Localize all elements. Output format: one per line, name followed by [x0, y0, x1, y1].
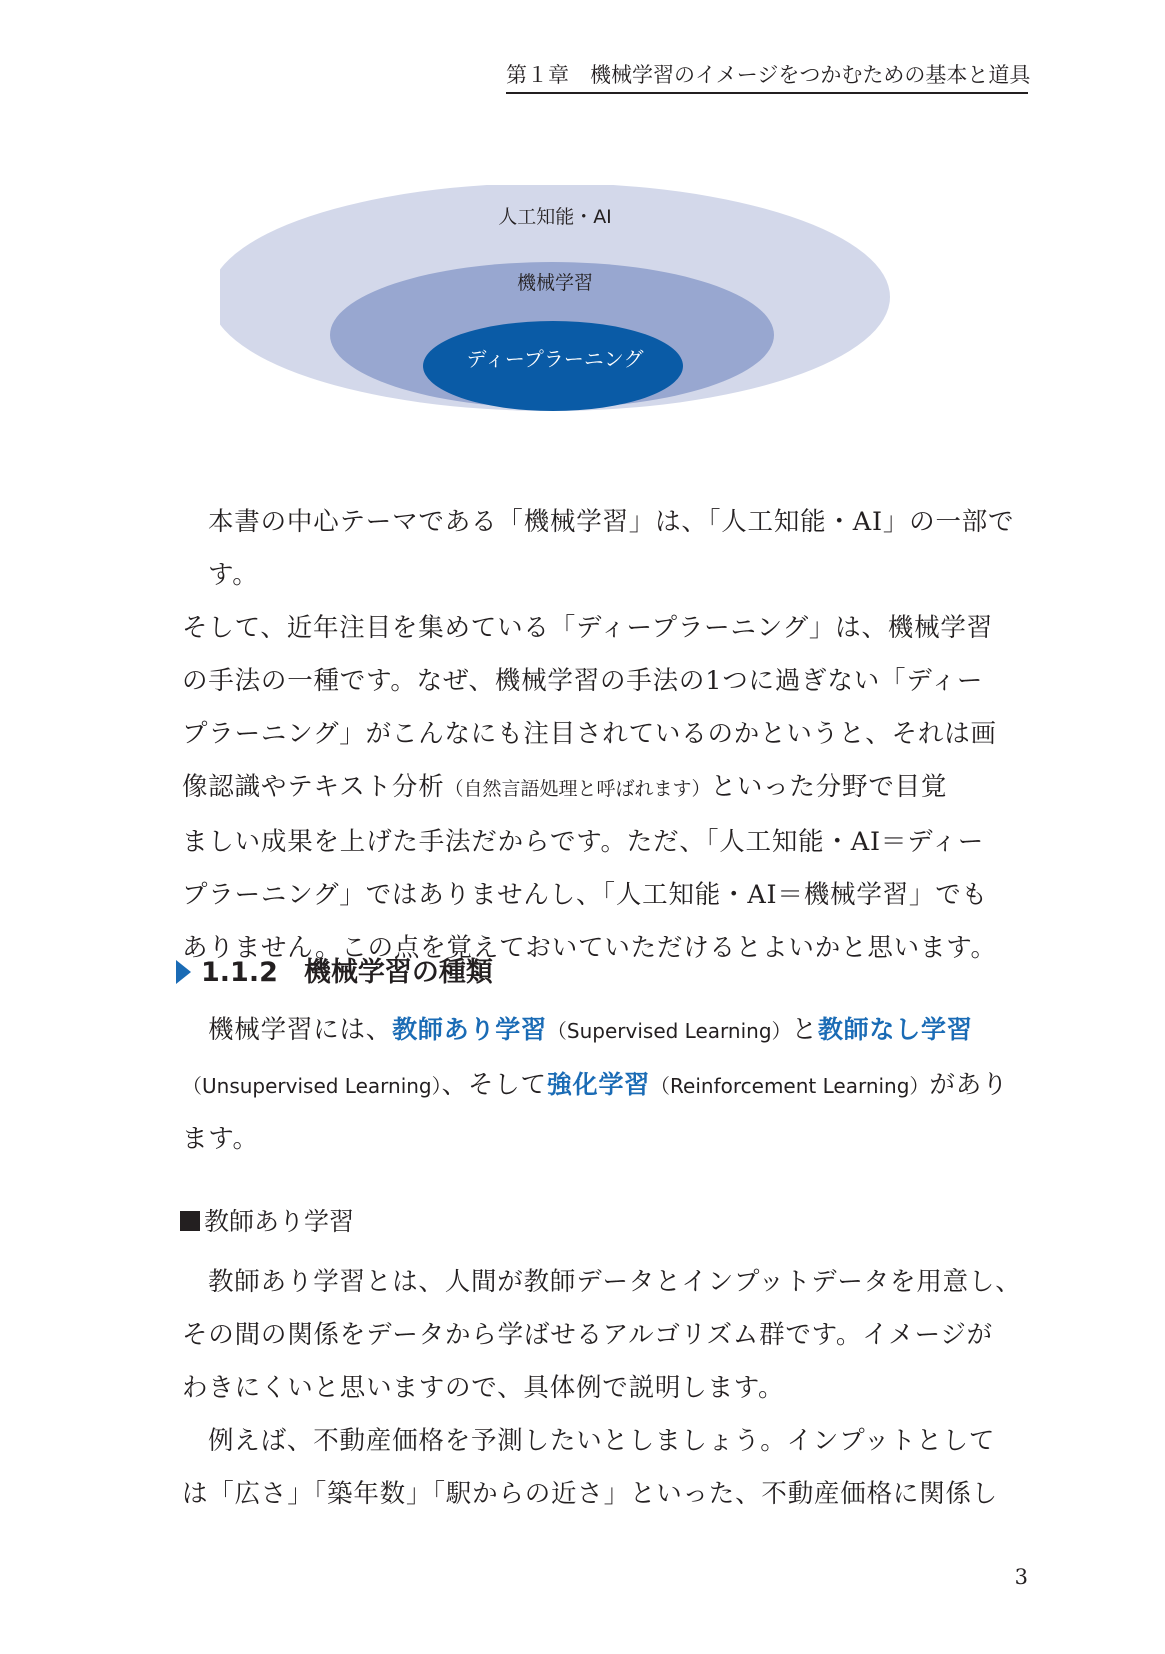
text-line: プラーニング」ではありませんし、「人工知能・AI＝機械学習」でも	[182, 880, 988, 910]
ml-label: 機械学習	[516, 272, 593, 294]
term-unsupervised: 教師なし学習	[817, 1015, 973, 1044]
english-term: （Supervised Learning）	[546, 1019, 792, 1043]
ai-label: 人工知能・AI	[498, 206, 612, 228]
page-number: 3	[1014, 1565, 1028, 1589]
text-line: ましい成果を上げた手法だからです。ただ、「人工知能・AI＝ディー	[182, 827, 985, 857]
text-line: は「広さ」「築年数」「駅からの近さ」といった、不動産価格に関係し	[182, 1479, 999, 1509]
english-term: （Reinforcement Learning）	[650, 1074, 930, 1098]
triangle-bullet-icon	[176, 960, 191, 984]
text-line: ありません。この点を覚えておいていただけるとよいかと思います。	[182, 933, 997, 963]
term-reinforcement: 強化学習	[546, 1070, 651, 1099]
types-paragraph	[182, 1003, 1032, 1166]
running-header	[506, 60, 1031, 94]
text-line: 例えば、不動産価格を予測したいとしましょう。インプットとして	[208, 1426, 996, 1456]
square-bullet-icon	[180, 1211, 200, 1231]
text-line: そして、近年注目を集めている「ディープラーニング」は、機械学習	[182, 613, 993, 643]
text-span: があり	[929, 1070, 1009, 1100]
text-line: 教師あり学習とは、人間が教師データとインプットデータを用意し、	[208, 1267, 1022, 1297]
text-span: 像認識やテキスト分析	[182, 772, 445, 802]
text-line	[182, 1058, 1032, 1113]
ai-ml-dl-diagram	[220, 185, 930, 435]
dl-label: ディープラーニング	[466, 347, 644, 371]
subsection-heading	[180, 1204, 354, 1240]
text-span: 機械学習には、	[208, 1015, 393, 1045]
section-number: 1.1.2	[201, 957, 278, 988]
chapter-title: 第１章 機械学習のイメージをつかむための基本と道具	[506, 63, 1031, 87]
text-span: 、そして	[441, 1070, 547, 1100]
text-line: の手法の一種です。なぜ、機械学習の手法の1つに過ぎない「ディー	[182, 666, 984, 696]
text-line	[182, 761, 1032, 816]
text-line: ます。	[182, 1124, 259, 1154]
english-term: （Unsupervised Learning）	[182, 1074, 442, 1098]
text-line: 本書の中心テーマである「機械学習」は、「人工知能・AI」の一部です。	[208, 507, 1015, 590]
section-title: 機械学習の種類	[303, 957, 493, 988]
text-line: その間の関係をデータから学ばせるアルゴリズム群です。イメージが	[182, 1320, 993, 1350]
subsection-title: 教師あり学習	[204, 1207, 355, 1236]
supervised-paragraph	[182, 1256, 1032, 1521]
section-heading	[176, 955, 493, 991]
term-supervised: 教師あり学習	[392, 1015, 547, 1044]
text-line	[182, 1003, 1032, 1058]
text-line: プラーニング」がこんなにも注目されているのかというと、それは画	[182, 719, 997, 749]
text-span: といった分野で目覚	[710, 772, 948, 802]
text-line: わきにくいと思いますので、具体例で説明します。	[182, 1373, 785, 1403]
text-span: と	[791, 1015, 818, 1045]
parenthetical-note: （自然言語処理と呼ばれます）	[444, 778, 711, 800]
intro-paragraph	[182, 496, 1032, 975]
